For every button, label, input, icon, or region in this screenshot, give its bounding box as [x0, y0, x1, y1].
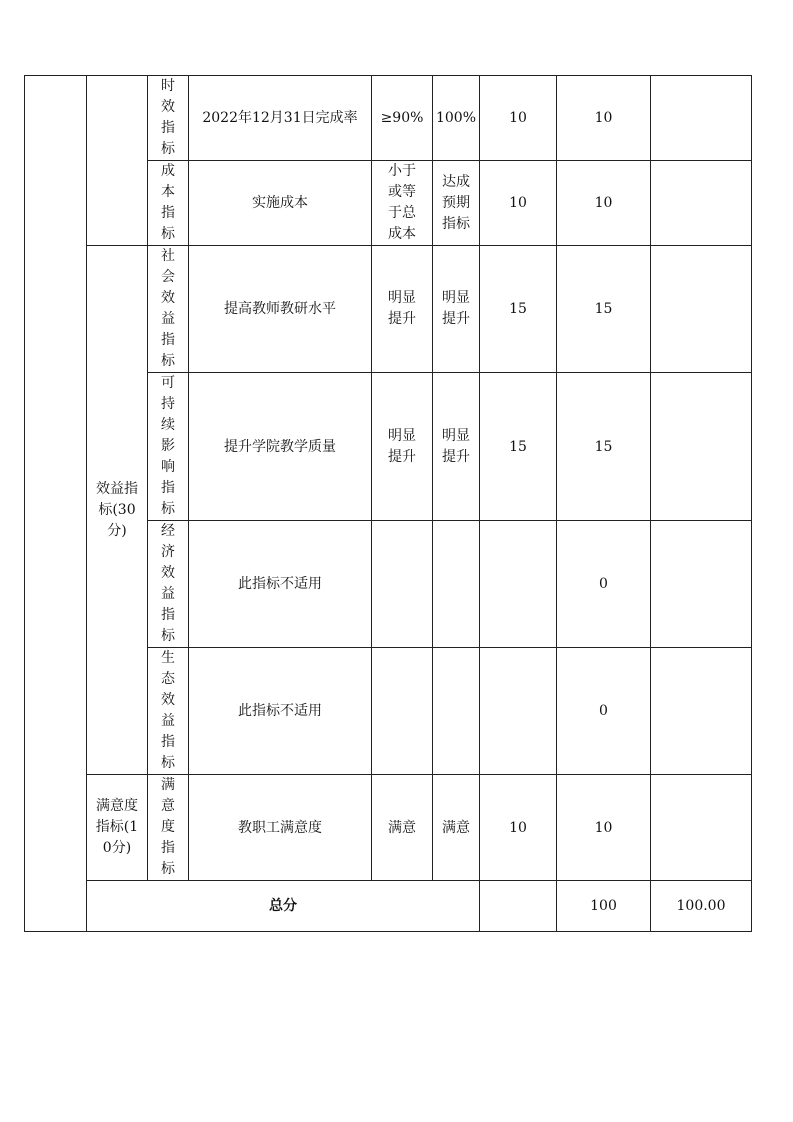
sub-indicator-cell: 生态效益指标: [148, 648, 189, 775]
weight-cell: 15: [480, 246, 557, 373]
remark-cell: [651, 521, 752, 648]
primary-category-cell: [25, 76, 87, 932]
actual-value-cell: [433, 521, 480, 648]
weight-cell: 10: [480, 76, 557, 161]
table-row: [25, 76, 752, 161]
indicator-name-cell: 提高教师教研水平: [189, 246, 372, 373]
indicator-name-cell: 实施成本: [189, 161, 372, 246]
score-cell: 10: [557, 775, 651, 881]
weight-cell: [480, 648, 557, 775]
score-cell: 15: [557, 373, 651, 521]
target-value-cell: 小于或等于总成本: [372, 161, 433, 246]
sub-indicator-cell: 满意度指标: [148, 775, 189, 881]
actual-value-cell: 明显提升: [433, 246, 480, 373]
weight-cell: 10: [480, 161, 557, 246]
remark-cell: [651, 161, 752, 246]
target-value-cell: 满意: [372, 775, 433, 881]
actual-value-cell: 达成预期指标: [433, 161, 480, 246]
secondary-category-cell: [87, 76, 148, 246]
total-label: 总分: [87, 881, 480, 932]
target-value-cell: [372, 648, 433, 775]
sub-indicator-cell: 成本指标: [148, 161, 189, 246]
score-cell: 10: [557, 161, 651, 246]
indicator-name-cell: 2022年12月31日完成率: [189, 76, 372, 161]
remark-cell: [651, 373, 752, 521]
sub-indicator-cell: 社会效益指标: [148, 246, 189, 373]
benefit-category-cell: 效益指标(30分): [87, 246, 148, 775]
indicator-name-cell: 此指标不适用: [189, 648, 372, 775]
indicator-name-cell: 此指标不适用: [189, 521, 372, 648]
actual-value-cell: 明显提升: [433, 373, 480, 521]
sub-indicator-cell: 经济效益指标: [148, 521, 189, 648]
score-cell: 15: [557, 246, 651, 373]
table-row: [25, 246, 752, 373]
score-cell: 10: [557, 76, 651, 161]
sub-indicator-cell: 可持续影响指标: [148, 373, 189, 521]
indicator-name-cell: 提升学院教学质量: [189, 373, 372, 521]
satisfaction-category-cell: 满意度指标(10分): [87, 775, 148, 881]
target-value-cell: ≥90%: [372, 76, 433, 161]
indicator-name-cell: 教职工满意度: [189, 775, 372, 881]
actual-value-cell: [433, 648, 480, 775]
score-cell: 0: [557, 648, 651, 775]
target-value-cell: [372, 521, 433, 648]
weight-cell: [480, 521, 557, 648]
actual-value-cell: 满意: [433, 775, 480, 881]
performance-evaluation-table: [24, 75, 752, 932]
remark-cell: [651, 76, 752, 161]
weight-cell: 15: [480, 373, 557, 521]
score-cell: 0: [557, 521, 651, 648]
total-weight-cell: 100: [557, 881, 651, 932]
weight-cell: 10: [480, 775, 557, 881]
target-value-cell: 明显提升: [372, 373, 433, 521]
total-score-cell: 100.00: [651, 881, 752, 932]
target-value-cell: 明显提升: [372, 246, 433, 373]
remark-cell: [651, 775, 752, 881]
sub-indicator-cell: 时效指标: [148, 76, 189, 161]
total-row: [25, 881, 752, 932]
total-actual-cell: [480, 881, 557, 932]
table-row: [25, 775, 752, 881]
actual-value-cell: 100%: [433, 76, 480, 161]
remark-cell: [651, 648, 752, 775]
remark-cell: [651, 246, 752, 373]
